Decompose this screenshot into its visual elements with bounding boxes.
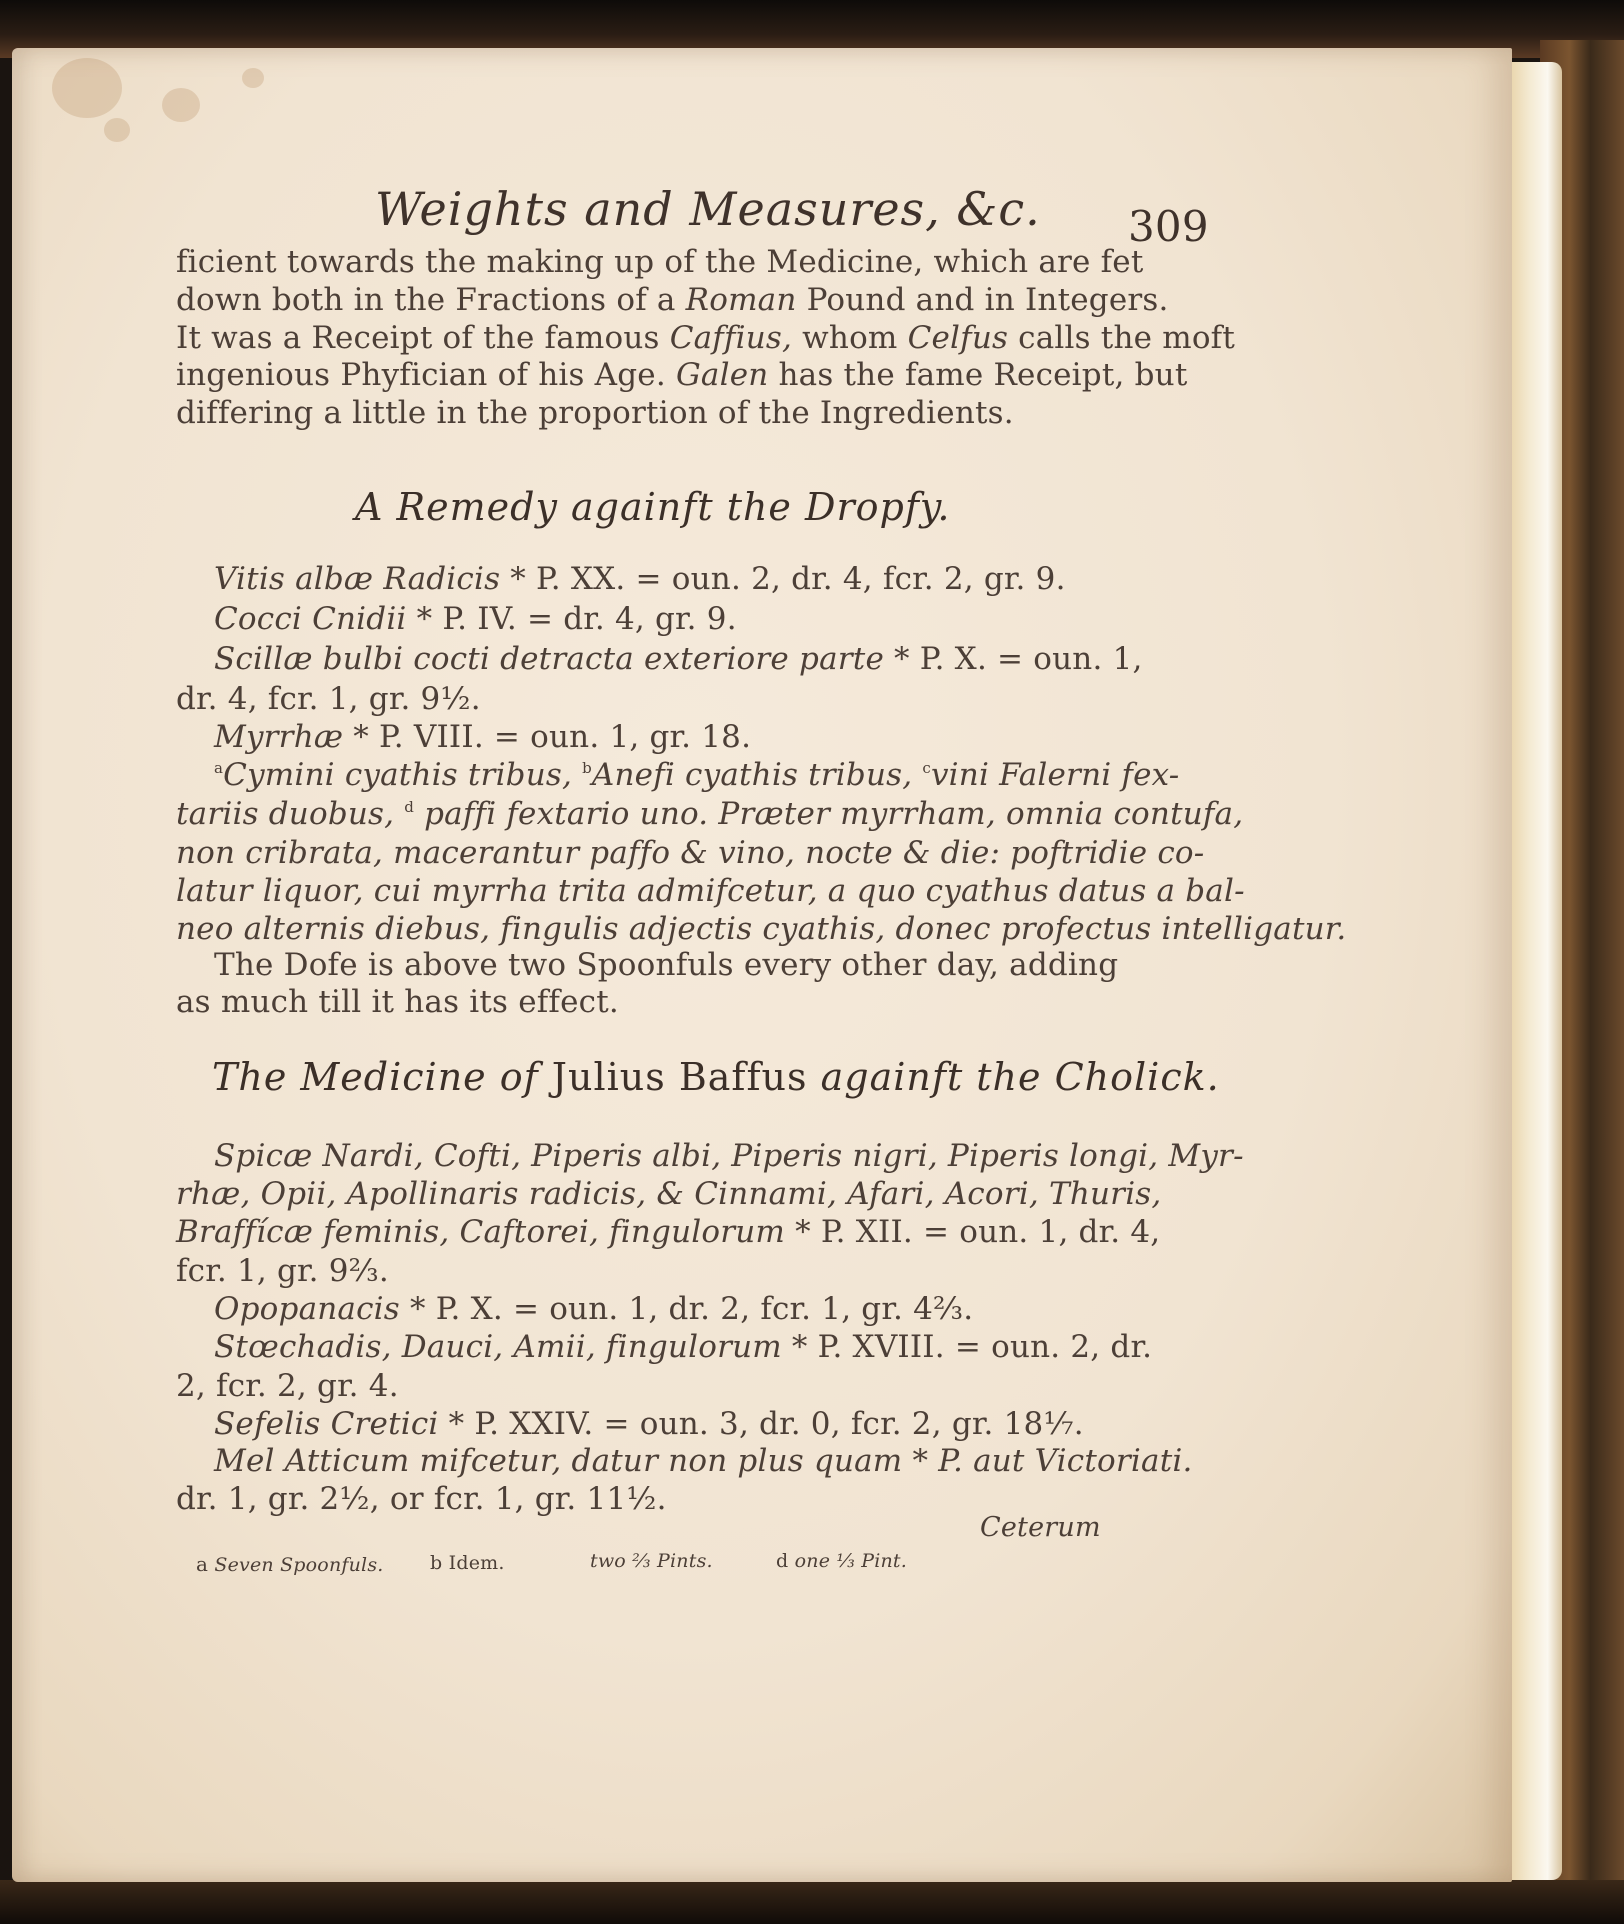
latin-line: $^a$Cymini cyathis tribus, $^b$Anefi cyathis tribus, $^c$vini Falerni fex-: [214, 757, 1180, 793]
latin-line: non cribrata, macerantur paffo & vino, nocte & die: poftridie co-: [176, 835, 1205, 871]
intro-line: differing a little in the proportion of the Ingredients.: [176, 395, 1014, 431]
ingredient-line: Opopanacis * P. X. = oun. 1, dr. 2, fcr. 1, gr. 4⅔.: [214, 1291, 974, 1327]
ingredient-line: dr. 4, fcr. 1, gr. 9½.: [176, 681, 481, 717]
latin-line: tariis duobus, $^d$ paffi fextario uno. Præter myrrham, omnia contufa,: [176, 796, 1244, 832]
ingredient-line: 2, fcr. 2, gr. 4.: [176, 1368, 399, 1404]
latin-line: latur liquor, cui myrrha trita admifcetur, a quo cyathus datus a bal-: [176, 873, 1245, 909]
ingredient-line: Myrrhæ * P. VIII. = oun. 1, gr. 18.: [214, 719, 752, 755]
ingredient-line: Vitis albæ Radicis * P. XX. = oun. 2, dr. 4, fcr. 2, gr. 9.: [214, 561, 1066, 597]
footnote: two ⅔ Pints.: [590, 1550, 713, 1572]
intro-line: ficient towards the making up of the Medicine, which are fet: [176, 244, 1144, 280]
ingredient-line: Sefelis Cretici * P. XXIV. = oun. 3, dr. 0, fcr. 2, gr. 18⅐.: [214, 1406, 1084, 1442]
page-number: 309: [1128, 202, 1209, 251]
intro-line: It was a Receipt of the famous Caffius, whom Celfus calls the moft: [176, 320, 1236, 356]
ingredient-line: Braffícæ feminis, Caftorei, fingulorum * P. XII. = oun. 1, dr. 4,: [176, 1214, 1161, 1250]
ingredient-line: Cocci Cnidii * P. IV. = dr. 4, gr. 9.: [214, 601, 737, 637]
intro-line: down both in the Fractions of a Roman Pound and in Integers.: [176, 282, 1169, 318]
latin-line: neo alternis diebus, fingulis adjectis cyathis, donec profectus intelligatur.: [176, 911, 1347, 947]
catchword: Ceterum: [980, 1512, 1101, 1543]
dose-line: as much till it has its effect.: [176, 984, 619, 1020]
ingredient-line: Stœchadis, Dauci, Amii, fingulorum * P. XVIII. = oun. 2, dr.: [214, 1329, 1153, 1365]
footnote: a Seven Spoonfuls.: [196, 1552, 384, 1576]
footnote: b Idem.: [430, 1552, 505, 1574]
running-head: Weights and Measures, &c.: [375, 182, 1041, 236]
ingredient-line: Spicæ Nardi, Cofti, Piperis albi, Piperis nigri, Piperis longi, Myr-: [214, 1138, 1244, 1174]
dose-line: The Dofe is above two Spoonfuls every other day, adding: [214, 947, 1119, 983]
section-heading-dropsy: A Remedy againft the Dropfy.: [355, 485, 951, 529]
ingredient-line: Scillæ bulbi cocti detracta exteriore parte * P. X. = oun. 1,: [214, 641, 1143, 677]
section-heading-cholick: The Medicine of Julius Baffus againft the Cholick.: [212, 1055, 1220, 1099]
footnote: d one ⅓ Pint.: [776, 1550, 908, 1572]
intro-line: ingenious Phyfician of his Age. Galen has the fame Receipt, but: [176, 357, 1188, 393]
ingredient-line: fcr. 1, gr. 9⅔.: [176, 1253, 389, 1289]
ingredient-line: rhæ, Opii, Apollinaris radicis, & Cinnami, Afari, Acori, Thuris,: [176, 1176, 1162, 1212]
ingredient-line: dr. 1, gr. 2½, or fcr. 1, gr. 11½.: [176, 1481, 667, 1517]
ingredient-line: Mel Atticum mifcetur, datur non plus quam * P. aut Victoriati.: [214, 1443, 1193, 1479]
